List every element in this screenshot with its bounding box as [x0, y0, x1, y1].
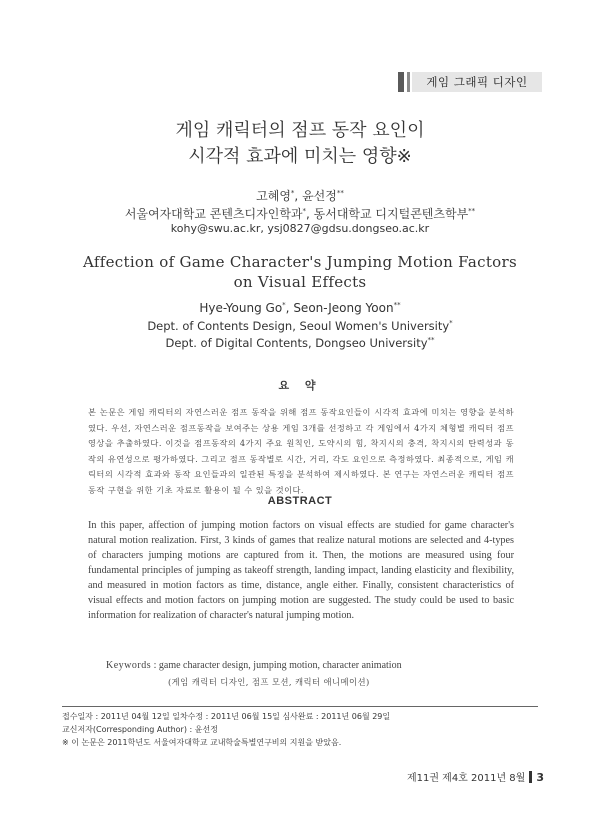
- footnote-dates: 접수일자 : 2011년 04월 12일 일차수정 : 2011년 06월 15일 심사완료 : 2011년 06월 29일: [62, 712, 391, 721]
- author1-mark: *: [290, 189, 295, 197]
- footnote-funding: ※ 이 논문은 2011학년도 서울여자대학교 교내학술특별연구비의 지원을 받았음.: [62, 738, 342, 747]
- affiliation2-ko: 동서대학교 디지털콘텐츠학부: [313, 207, 469, 221]
- author2-en: Seon-Jeong Yoon: [293, 301, 394, 315]
- authors-en-sep: ,: [285, 301, 294, 315]
- author2-ko: 윤선정: [302, 189, 337, 203]
- keywords-colon: :: [151, 660, 159, 671]
- affiliations-ko: [0, 205, 600, 222]
- keywords-ko: (게임 캐릭터 디자인, 점프 모션, 캐릭터 애니메이션): [168, 677, 370, 687]
- footer-volume: 제11권 제4호 2011년 8월: [406, 773, 526, 784]
- author1-en: Hye-Young Go: [199, 301, 283, 315]
- affiliation1-en: [0, 319, 600, 333]
- affiliation1-en-mark: *: [449, 319, 453, 328]
- abstract-ko-body: 본 논문은 게임 캐릭터의 자연스러운 점프 동작을 위해 점프 동작요인들이 시각적 효과에 미치는 영향을 분석하였다. 우선, 자연스러운 점프동작을 보여주는 상용 게임 3개를 선정하고 각 게임에서 4가지 체형별 캐릭터 점프 영상을 추출하였다. 이것을 점프동작의 4가지 주요 원칙인, 도약시의 힘, 착지시의 충격, 착지시의 탄력성과 동작의 유연성으로 평가하였다. 그리고 점프 동작별로 시간, 거리, 각도 요인으로 측정하였다. 최종적으로, 게임 캐릭터의 시각적 효과와 동작 요인들과의 일관된 특징을 분석하여 제시하였다. 본 연구는 자연스러운 캐릭터 점프 동작 구현을 위한 기초 자료로 활용이 될 수 있을 것이다.: [88, 407, 514, 495]
- title-ko-line1: 게임 캐릭터의 점프 동작 요인이: [175, 120, 425, 141]
- tag-bar-light: [407, 72, 410, 92]
- authors-sep: ,: [294, 189, 303, 203]
- title-en-line1: Affection of Game Character's Jumping Motion Factors: [83, 253, 517, 271]
- author2-mark: **: [336, 189, 344, 197]
- affiliations-sep: ,: [306, 207, 314, 221]
- abstract-en-heading: ABSTRACT: [267, 495, 333, 507]
- page-number: 3: [536, 771, 544, 784]
- abstract-ko-heading: 요 약: [278, 379, 322, 392]
- affiliation1-mark: *: [302, 207, 307, 215]
- keywords-line: [106, 660, 402, 671]
- tag-bar-dark: [398, 72, 404, 92]
- footnote-divider: [62, 706, 538, 707]
- affiliation2-en-text: Dept. of Digital Contents, Dongseo University: [165, 336, 428, 350]
- author-emails: kohy@swu.ac.kr, ysj0827@gdsu.dongseo.ac.kr: [170, 222, 430, 235]
- authors-ko: [0, 187, 600, 204]
- affiliation2-en-mark: **: [427, 336, 435, 345]
- affiliation1-en-text: Dept. of Contents Design, Seoul Women's University: [147, 319, 450, 333]
- title-en-line2: on Visual Effects: [233, 273, 367, 291]
- author2-en-mark: **: [393, 301, 401, 309]
- author1-en-mark: *: [282, 301, 286, 309]
- affiliation2-mark: **: [468, 207, 476, 215]
- authors-en: [0, 301, 600, 315]
- abstract-en-body: In this paper, affection of jumping motion factors on visual effects are studied for game character's natural motion realization. First, 3 kinds of games that realize natural motions are selected and 4-types of characters jumping motions are captured from it. Then, the motions are measured using four fundamental principles of jumping as takeoff strength, landing impact, landing elasticity and flexibility, and measured in motion factors as time, distance, angle either. Finally, consistent characteristics of visual effects and motion factors on jumping motion are suggested. The study could be used to basic information for realization of character's natural jumping motion.: [88, 520, 514, 621]
- section-tag-label: 게임 그래픽 디자인: [412, 72, 542, 92]
- keywords-label: Keywords: [106, 660, 152, 671]
- affiliation2-en: [0, 336, 600, 350]
- footnote-corresponding: 교신저자(Corresponding Author) : 윤선정: [62, 725, 218, 734]
- footer-separator: [529, 771, 532, 783]
- title-ko-line2: 시각적 효과에 미치는 영향※: [188, 146, 412, 167]
- page-footer: [407, 769, 544, 784]
- author1-ko: 고혜영: [256, 189, 291, 203]
- keywords-en: game character design, jumping motion, character animation: [158, 660, 402, 671]
- affiliation1-ko: 서울여자대학교 콘텐츠디자인학과: [124, 207, 303, 221]
